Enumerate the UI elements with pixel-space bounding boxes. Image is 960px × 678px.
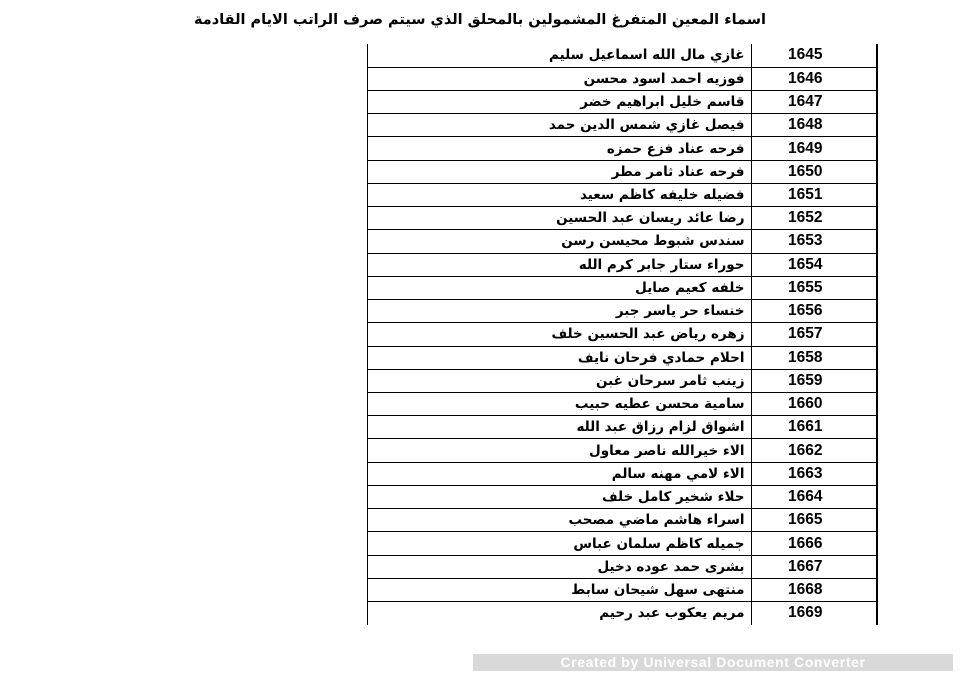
row-number: 1669 — [788, 604, 823, 622]
row-number: 1668 — [788, 581, 823, 598]
row-number-cell — [751, 183, 876, 206]
row-number: 1660 — [788, 395, 823, 413]
person-name: خنساء حر ياسر جبر — [368, 300, 751, 323]
row-number-cell — [751, 207, 876, 230]
person-name: فيصل غازي شمس الدين حمد — [368, 114, 751, 137]
table-row — [368, 90, 876, 113]
row-number-cell — [751, 300, 876, 323]
table-row — [368, 300, 876, 323]
table-row — [368, 276, 876, 299]
row-number: 1663 — [788, 464, 823, 482]
table-row — [368, 416, 876, 439]
row-number-cell — [751, 160, 876, 183]
row-number: 1647 — [788, 93, 823, 111]
person-name: احلام حمادي فرحان نايف — [368, 346, 751, 369]
row-number-cell — [751, 114, 876, 137]
table-row — [368, 114, 876, 137]
row-number-cell — [751, 602, 876, 625]
row-number-cell — [751, 485, 876, 508]
table-row — [368, 393, 876, 416]
row-number-cell — [751, 578, 876, 601]
row-number-cell — [751, 509, 876, 532]
row-number-cell — [751, 137, 876, 160]
row-number: 1653 — [788, 232, 823, 250]
table-row — [368, 67, 876, 90]
person-name: فضيله خليفه كاظم سعيد — [368, 183, 751, 206]
person-name: اسراء هاشم ماضي مصحب — [368, 509, 751, 532]
table-row — [368, 555, 876, 578]
row-number: 1666 — [788, 534, 823, 552]
table-row — [368, 160, 876, 183]
person-name: غازي مال الله اسماعيل سليم — [368, 44, 751, 67]
row-number-cell — [751, 346, 876, 369]
person-name: اشواق لزام رزاق عبد الله — [368, 416, 751, 439]
person-name: مريم يعكوب عبد رحيم — [599, 605, 745, 622]
row-number: 1648 — [788, 116, 823, 134]
table-row — [368, 137, 876, 160]
table-row — [368, 462, 876, 485]
table-row — [368, 602, 876, 625]
person-name: قاسم خليل ابراهيم خضر — [368, 90, 751, 113]
person-name: الاء لامي مهنه سالم — [368, 462, 751, 485]
row-number: 1659 — [788, 371, 823, 389]
row-number: 1649 — [788, 139, 823, 157]
row-number: 1657 — [788, 325, 823, 343]
row-number: 1654 — [788, 255, 823, 273]
person-name: سامية محسن عطيه حبيب — [368, 393, 751, 416]
row-number-cell — [751, 230, 876, 253]
names-table — [367, 44, 878, 625]
table-row — [368, 509, 876, 532]
person-name: جميله كاظم سلمان عباس — [368, 532, 751, 555]
table-row — [368, 44, 876, 67]
row-number-cell — [751, 369, 876, 392]
person-name: خلفه كعيم صايل — [368, 276, 751, 299]
row-number: 1665 — [788, 511, 823, 529]
row-number: 1652 — [788, 209, 823, 227]
table-row — [368, 207, 876, 230]
row-number: 1645 — [788, 46, 823, 64]
table-row — [368, 346, 876, 369]
person-name: سندس شبوط محيسن رسن — [368, 230, 751, 253]
table-row — [368, 532, 876, 555]
row-number: 1658 — [788, 348, 823, 366]
person-name: رضا عائد ريسان عبد الحسين — [368, 207, 751, 230]
row-number-cell — [751, 323, 876, 346]
table-row — [368, 578, 876, 601]
names-table-body — [368, 44, 876, 625]
row-number: 1655 — [788, 278, 823, 296]
person-name: زينب ثامر سرحان غبن — [368, 369, 751, 392]
person-name: زهره رياض عبد الحسين خلف — [368, 323, 751, 346]
row-number-cell — [751, 462, 876, 485]
person-name: منتهى سهل شيحان سابط — [368, 578, 751, 601]
person-name: حلاء شخير كامل خلف — [368, 485, 751, 508]
row-number: 1646 — [788, 69, 823, 87]
row-number: 1667 — [788, 557, 823, 575]
row-number-cell — [751, 393, 876, 416]
person-name: حوراء ستار جابر كرم الله — [368, 253, 751, 276]
table-row — [368, 485, 876, 508]
row-number-cell — [751, 555, 876, 578]
row-number-cell — [751, 253, 876, 276]
row-number-cell — [751, 416, 876, 439]
row-number-cell — [751, 90, 876, 113]
row-number: 1650 — [788, 162, 823, 180]
document-title: اسماء المعين المتفرغ المشمولين بالمحلق الذي سيتم صرف الراتب الايام القادمة — [193, 12, 766, 28]
person-name: فرحه عناد فزع حمزه — [368, 137, 751, 160]
converter-watermark: Created by Universal Document Converter — [473, 654, 953, 671]
table-row — [368, 230, 876, 253]
row-number: 1662 — [788, 441, 823, 459]
table-row — [368, 369, 876, 392]
table-row — [368, 253, 876, 276]
row-number-cell — [751, 67, 876, 90]
row-number: 1661 — [788, 418, 823, 436]
row-number: 1651 — [788, 186, 823, 204]
row-number: 1656 — [788, 302, 823, 320]
person-name: فرحه عناد ثامر مطر — [368, 160, 751, 183]
row-number-cell — [751, 439, 876, 462]
row-number-cell — [751, 532, 876, 555]
row-number-cell — [751, 276, 876, 299]
person-name: بشرى حمد عوده دخيل — [368, 555, 751, 578]
person-name: الاء خيرالله ناصر معاول — [368, 439, 751, 462]
table-row — [368, 323, 876, 346]
table-row — [368, 183, 876, 206]
row-number-cell — [751, 44, 876, 67]
table-row — [368, 439, 876, 462]
row-number: 1664 — [788, 488, 823, 506]
person-name: فوزيه احمد اسود محسن — [368, 67, 751, 90]
